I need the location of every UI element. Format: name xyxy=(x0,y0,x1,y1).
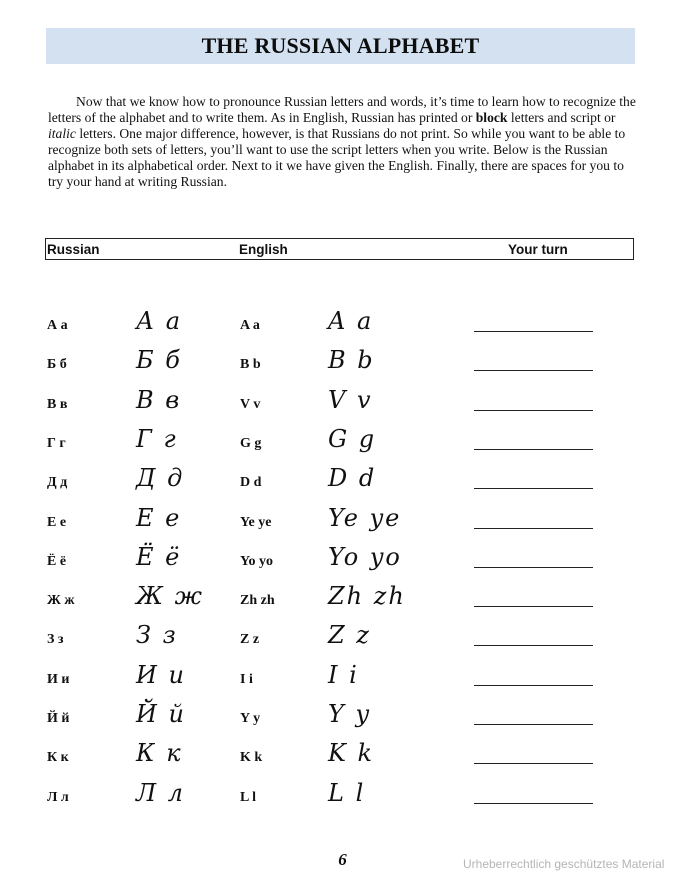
practice-line[interactable] xyxy=(474,331,593,332)
english-print-letter: G g xyxy=(240,435,262,451)
russian-script-letter: Л л xyxy=(136,778,185,807)
english-print-letter: L l xyxy=(240,789,256,805)
practice-line[interactable] xyxy=(474,763,593,764)
russian-print-letter: Е е xyxy=(47,514,67,530)
russian-script-letter: З з xyxy=(136,621,178,650)
page-title: THE RUSSIAN ALPHABET xyxy=(201,33,480,58)
english-print-letter: Z z xyxy=(240,632,260,648)
english-print-letter: Ye ye xyxy=(240,514,272,530)
practice-line[interactable] xyxy=(474,528,593,529)
page-number: 6 xyxy=(338,850,347,869)
english-print-letter: I i xyxy=(240,671,253,687)
practice-line[interactable] xyxy=(474,685,593,686)
russian-script-letter: И и xyxy=(136,660,187,689)
russian-print-letter: Л л xyxy=(47,789,69,805)
russian-script-letter: Ж ж xyxy=(136,582,204,611)
intro-bold-word: block xyxy=(475,109,508,125)
russian-script-letter: К к xyxy=(136,739,183,768)
russian-print-letter: А а xyxy=(47,318,68,333)
russian-print-letter: И и xyxy=(47,671,70,687)
practice-line[interactable] xyxy=(474,724,593,725)
russian-script-letter: Б б xyxy=(136,346,182,375)
intro-part-2: letters and script or xyxy=(507,109,616,125)
russian-print-letter: Д д xyxy=(47,475,68,491)
english-script-letter: D d xyxy=(328,464,377,493)
practice-line[interactable] xyxy=(474,606,593,607)
practice-line[interactable] xyxy=(474,803,593,804)
russian-print-letter: К к xyxy=(47,750,69,766)
intro-part-3: letters. One major difference, however, is that Russians do not print. So while you want to be able to recognize both sets of letters, you’ll want to use the script letters when you write. Below is the Russian alphabet in its alphabetical order. Next to it we have given the English. Finally, there are spaces for you to try your hand at writing Russian. xyxy=(48,125,626,189)
column-header-your-turn: Your turn xyxy=(508,242,568,257)
practice-line[interactable] xyxy=(474,410,593,411)
russian-script-letter: А а xyxy=(136,307,183,335)
russian-print-letter: Г г xyxy=(47,435,66,451)
english-script-letter: Z z xyxy=(328,621,371,650)
russian-script-letter: Г г xyxy=(136,424,178,453)
russian-print-letter: З з xyxy=(47,632,64,648)
english-print-letter: B b xyxy=(240,357,261,373)
english-print-letter: V v xyxy=(240,396,261,412)
practice-line[interactable] xyxy=(474,488,593,489)
english-print-letter: Y y xyxy=(240,711,261,726)
english-script-letter: V v xyxy=(328,385,373,414)
russian-script-letter: Е е xyxy=(136,503,182,532)
english-script-letter: B b xyxy=(328,346,375,375)
russian-script-letter: В в xyxy=(136,385,182,414)
russian-script-letter: Й й xyxy=(136,700,187,728)
column-header-russian: Russian xyxy=(47,242,100,257)
english-print-letter: D d xyxy=(240,475,262,491)
english-script-letter: Y y xyxy=(328,700,372,728)
english-script-letter: L l xyxy=(328,778,366,807)
english-print-letter: K k xyxy=(240,750,263,766)
russian-print-letter: Й й xyxy=(47,711,70,726)
russian-script-letter: Ё ё xyxy=(136,542,182,571)
english-script-letter: Ye ye xyxy=(328,503,402,532)
english-script-letter: I i xyxy=(328,660,359,689)
watermark: Urheberrechtlich geschütztes Material xyxy=(463,857,665,871)
practice-line[interactable] xyxy=(474,645,593,646)
practice-line[interactable] xyxy=(474,370,593,371)
practice-line[interactable] xyxy=(474,449,593,450)
english-script-letter: A a xyxy=(328,307,374,335)
english-print-letter: Zh zh xyxy=(240,593,275,609)
letter-row xyxy=(0,778,685,830)
column-header-english: English xyxy=(239,242,288,257)
intro-italic-word: italic xyxy=(48,125,76,141)
russian-print-letter: В в xyxy=(47,396,68,412)
russian-print-letter: Б б xyxy=(47,357,67,373)
russian-script-letter: Д д xyxy=(136,464,185,493)
english-script-letter: Yo yo xyxy=(328,542,402,571)
english-script-letter: K k xyxy=(328,739,375,768)
intro-part-1: Now that we know how to pronounce Russian letters and words, it’s time to learn how to recognize the letters of the alphabet and to write them. As in English, Russian has printed or xyxy=(48,94,636,125)
english-script-letter: G g xyxy=(328,424,377,453)
practice-line[interactable] xyxy=(474,567,593,568)
russian-print-letter: Ж ж xyxy=(47,593,75,609)
english-print-letter: Yo yo xyxy=(240,553,274,569)
english-print-letter: A a xyxy=(240,318,260,333)
english-script-letter: Zh zh xyxy=(328,582,406,611)
russian-print-letter: Ё ё xyxy=(47,553,67,569)
